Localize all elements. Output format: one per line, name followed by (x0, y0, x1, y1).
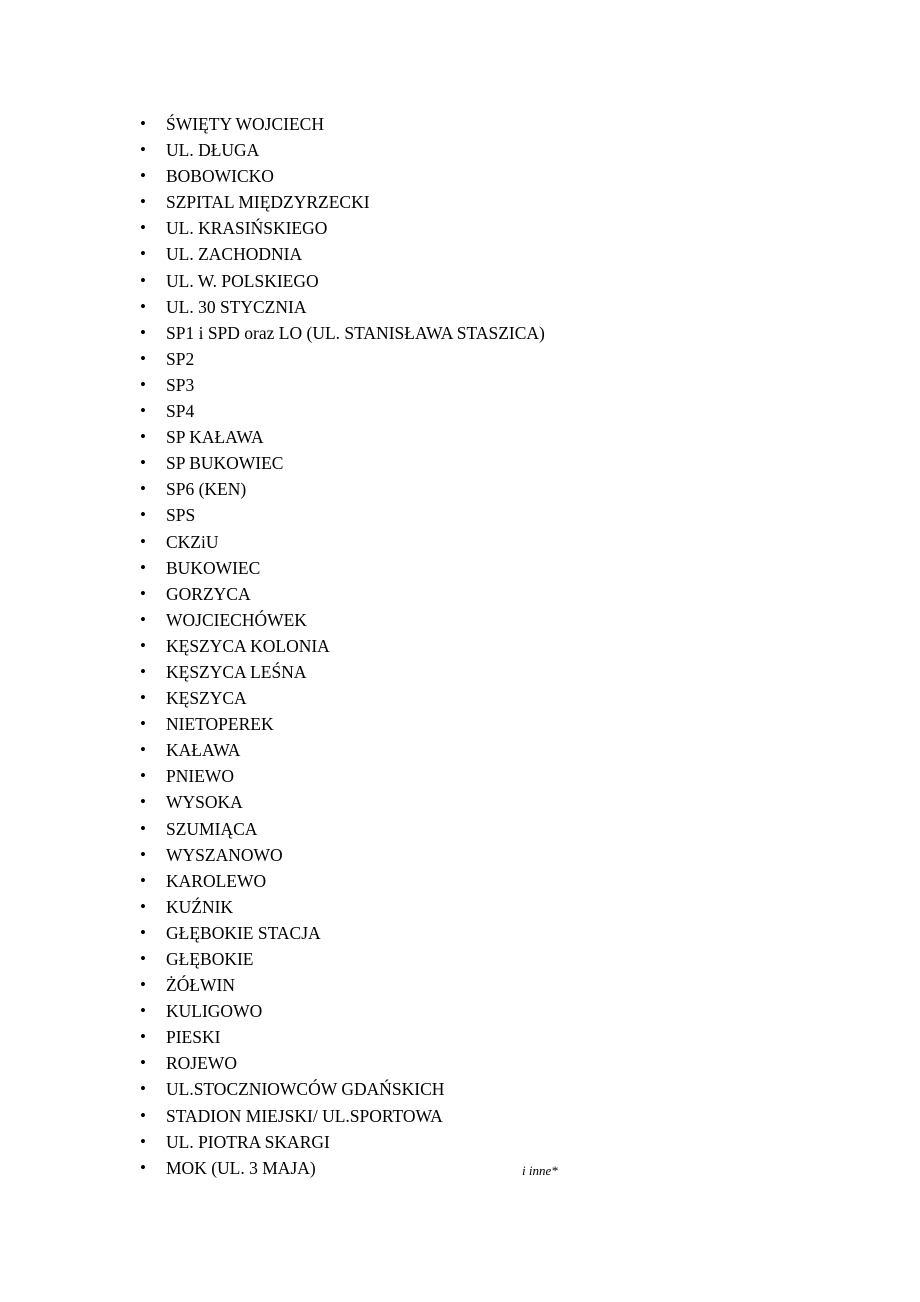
list-item (136, 555, 836, 581)
bullet-icon: • (140, 1027, 146, 1047)
list-item-text: KĘSZYCA LEŚNA (166, 661, 307, 682)
bullet-icon: • (140, 688, 146, 708)
list-item (136, 529, 836, 555)
bullet-icon: • (140, 844, 146, 864)
list-item-text: SP BUKOWIEC (166, 453, 284, 474)
list-item-text: SP4 (166, 401, 195, 422)
bullet-icon: • (140, 166, 146, 186)
list-item-text: CKZiU (166, 531, 219, 552)
bullet-icon: • (140, 270, 146, 290)
list-item (136, 163, 836, 189)
list-item-text: KULIGOWO (166, 1001, 263, 1022)
list-item (136, 268, 836, 294)
list-item (136, 450, 836, 476)
bullet-icon: • (140, 896, 146, 916)
list-item (136, 320, 836, 346)
list-item-text: UL. 30 STYCZNIA (166, 296, 307, 317)
list-item (136, 607, 836, 633)
list-item-text: UL. KRASIŃSKIEGO (166, 218, 328, 239)
list-item (136, 737, 836, 763)
list-item (136, 137, 836, 163)
list-item (136, 502, 836, 528)
bullet-icon: • (140, 609, 146, 629)
list-item (136, 633, 836, 659)
bullet-icon: • (140, 1079, 146, 1099)
bullet-icon: • (140, 870, 146, 890)
bullet-icon: • (140, 1105, 146, 1125)
list-item-text: GŁĘBOKIE (166, 949, 254, 969)
list-item (136, 763, 836, 789)
list-item (136, 1103, 836, 1129)
list-item-text: PIESKI (166, 1027, 221, 1048)
list-item-text: GŁĘBOKIE STACJA (166, 922, 321, 943)
bullet-icon: • (140, 792, 146, 812)
list-item-text: SPS (166, 505, 196, 526)
list-item-text: BOBOWICKO (166, 166, 274, 187)
list-item-text: SZPITAL MIĘDZYRZECKI (166, 192, 370, 213)
list-item-text: UL. ZACHODNIA (166, 244, 303, 265)
list-item (136, 346, 836, 372)
list-item (136, 998, 836, 1024)
list-item-text: KĘSZYCA KOLONIA (166, 635, 330, 656)
list-item-text: ROJEWO (166, 1053, 237, 1074)
bullet-icon: • (140, 766, 146, 786)
list-item (136, 816, 836, 842)
list-item (136, 842, 836, 868)
bullet-icon: • (140, 740, 146, 760)
bullet-icon: • (140, 818, 146, 838)
list-item (136, 372, 836, 398)
list-item-text: UL. DŁUGA (166, 140, 260, 161)
list-item (136, 398, 836, 424)
list-item-text: STADION MIEJSKI/ UL.SPORTOWA (166, 1105, 443, 1126)
list-item-text: KĘSZYCA (166, 688, 247, 709)
list-item (136, 1155, 836, 1181)
bullet-icon: • (140, 427, 146, 447)
list-item-text: UL. W. POLSKIEGO (166, 270, 319, 291)
list-item (136, 581, 836, 607)
bullet-icon: • (140, 244, 146, 264)
location-list (136, 111, 836, 1181)
list-item (136, 946, 836, 972)
note-text: i inne* (522, 1163, 558, 1178)
list-item (136, 685, 836, 711)
bullet-icon: • (140, 322, 146, 342)
list-item (136, 1024, 836, 1050)
list-item-text: KAŁAWA (166, 740, 241, 761)
list-item (136, 920, 836, 946)
list-item-text: ŻÓŁWIN (166, 975, 236, 996)
bullet-icon: • (140, 714, 146, 734)
list-item-text: NIETOPEREK (166, 714, 274, 735)
list-item (136, 789, 836, 815)
list-item (136, 215, 836, 241)
list-item-text: ŚWIĘTY WOJCIECH (166, 114, 324, 134)
bullet-icon: • (140, 479, 146, 499)
list-item-text: WOJCIECHÓWEK (166, 609, 307, 630)
bullet-icon: • (140, 922, 146, 942)
bullet-icon: • (140, 192, 146, 212)
list-item (136, 1050, 836, 1076)
list-item (136, 659, 836, 685)
list-item (136, 972, 836, 998)
list-item-text: BUKOWIEC (166, 557, 261, 578)
list-item (136, 424, 836, 450)
list-item (136, 241, 836, 267)
bullet-icon: • (140, 1053, 146, 1073)
bullet-icon: • (140, 583, 146, 603)
list-item (136, 894, 836, 920)
bullet-icon: • (140, 949, 146, 968)
list-item-text: SP KAŁAWA (166, 427, 264, 448)
list-item (136, 1076, 836, 1102)
bullet-icon: • (140, 557, 146, 577)
bullet-icon: • (140, 218, 146, 238)
list-item-text: UL.STOCZNIOWCÓW GDAŃSKICH (166, 1079, 445, 1100)
list-item-text: KUŹNIK (166, 896, 234, 917)
list-item-text: SP3 (166, 374, 195, 395)
list-item (136, 189, 836, 215)
bullet-icon: • (140, 635, 146, 655)
bullet-icon: • (140, 505, 146, 525)
list-item-text: SP1 i SPD oraz LO (UL. STANISŁAWA STASZICA) (166, 322, 545, 343)
list-item (136, 111, 836, 137)
list-item-text: WYSOKA (166, 792, 243, 813)
bullet-icon: • (140, 296, 146, 316)
list-item (136, 294, 836, 320)
list-item-text: GORZYCA (166, 583, 251, 604)
bullet-icon: • (140, 661, 146, 681)
bullet-icon: • (140, 401, 146, 421)
list-item (136, 476, 836, 502)
list-item-text: WYSZANOWO (166, 844, 283, 865)
list-item-text: UL. PIOTRA SKARGI (166, 1131, 330, 1152)
bullet-icon: • (140, 374, 146, 394)
bullet-icon: • (140, 348, 146, 368)
list-item-text: MOK (UL. 3 MAJA) (166, 1157, 316, 1178)
list-item-text: SP6 (KEN) (166, 479, 247, 500)
list-item-text: SZUMIĄCA (166, 818, 258, 839)
bullet-icon: • (140, 975, 146, 995)
list-item-text: KAROLEWO (166, 870, 267, 891)
list-item (136, 868, 836, 894)
bullet-icon: • (140, 140, 146, 160)
list-item-text: PNIEWO (166, 766, 235, 787)
bullet-icon: • (140, 531, 146, 551)
list-item (136, 1129, 836, 1155)
bullet-icon: • (140, 453, 146, 473)
bullet-icon: • (140, 1001, 146, 1021)
bullet-icon: • (140, 1157, 146, 1177)
bullet-icon: • (140, 114, 146, 133)
list-item (136, 711, 836, 737)
list-item-text: SP2 (166, 348, 195, 369)
bullet-icon: • (140, 1131, 146, 1151)
